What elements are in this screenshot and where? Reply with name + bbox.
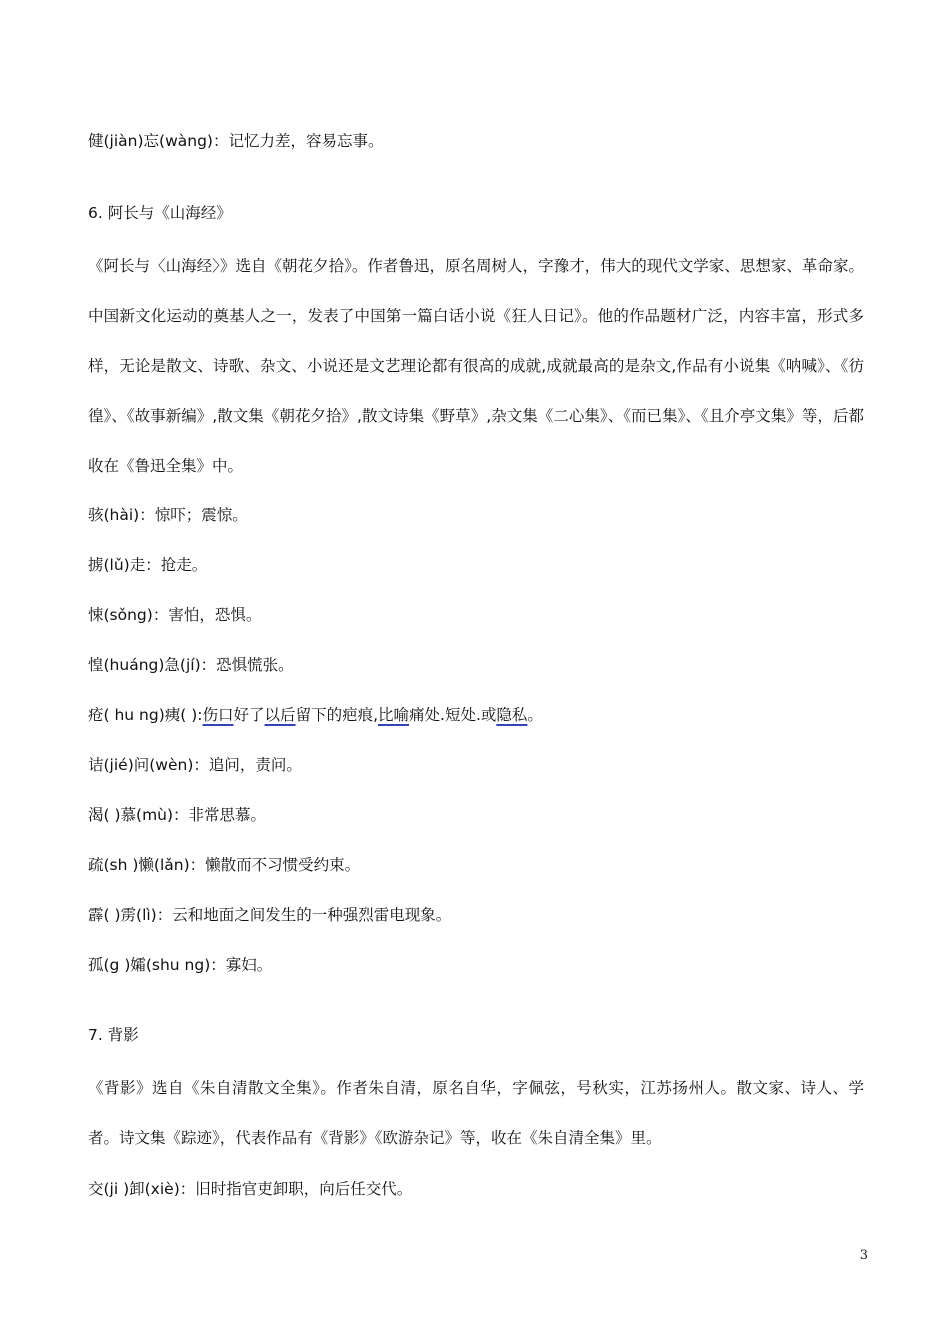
vocab-jiewen: 诘(jié)问(wèn)：追问，责问。 (88, 756, 302, 774)
vocab-lu: 掳(lǔ)走：抢走。 (88, 556, 208, 574)
vocab-jianwang: 健(jiàn)忘(wàng)：记忆力差，容易忘事。 (88, 132, 384, 150)
vocab-hai: 骇(hài)：惊吓；震惊。 (88, 506, 248, 524)
vocab-jiaoxie: 交(ji )卸(xiè)：旧时指官吏卸职，向后任交代。 (88, 1180, 413, 1198)
underlined-word: 伤口 (202, 706, 234, 724)
paragraph-zhuziqing: 《背影》选自《朱自清散文全集》。作者朱自清，原名自华，字佩弦，号秋实，江苏扬州人。散文家、诗人、学者。诗文集《踪迹》，代表作品有《背影》《欧游杂记》等，收在《朱自清全集》里。 (88, 1079, 864, 1147)
vocab-kemu: 渴( )慕(mù)：非常思慕。 (88, 806, 267, 824)
page-number: 3 (859, 1248, 868, 1263)
paragraph-luxun: 《阿长与〈山海经〉》选自《朝花夕拾》。作者鲁迅，原名周树人，字豫才，伟大的现代文学家、思想家、革命家。中国新文化运动的奠基人之一，发表了中国第一篇白话小说《狂人日记》。他的作品题材广泛，内容丰富，形式多样，无论是散文、诗歌、杂文、小说还是文艺理论都有很高的成就,成就最高的是杂文,作品有小说集《呐喊》、《彷徨》、《故事新编》,散文集《朝花夕拾》,散文诗集《野草》,杂文集《二心集》、《而已集》、《且介亭文集》等，后都收在《鲁迅全集》中。 (88, 257, 864, 475)
underlined-word: 隐私 (496, 706, 528, 724)
section-heading-7: 7. 背影 (88, 1026, 139, 1044)
vocab-huangji: 惶(huáng)急(jí)：恐惧慌张。 (88, 656, 294, 674)
vocab-pili: 霹( )雳(lì)：云和地面之间发生的一种强烈雷电现象。 (88, 906, 452, 924)
vocab-shulan: 疏(sh )懒(lǎn)：懒散而不习惯受约束。 (88, 856, 361, 874)
chuangyi-text: 痛处.短处.或 (409, 706, 497, 724)
chuangyi-text: 。 (527, 706, 543, 724)
vocab-gushuang: 孤(g )孀(shu ng)：寡妇。 (88, 956, 273, 974)
underlined-word: 以后 (264, 706, 296, 724)
vocab-chuangyi (88, 704, 543, 726)
vocab-song: 悚(sǒng)：害怕，恐惧。 (88, 606, 262, 624)
chuangyi-prefix: 疮( hu ng)痍( ): (88, 706, 203, 724)
chuangyi-text: 好了 (233, 706, 265, 724)
underlined-word: 比喻 (378, 706, 410, 724)
chuangyi-text: 留下的疤痕, (295, 706, 378, 724)
section-heading-6: 6. 阿长与《山海经》 (88, 204, 232, 222)
